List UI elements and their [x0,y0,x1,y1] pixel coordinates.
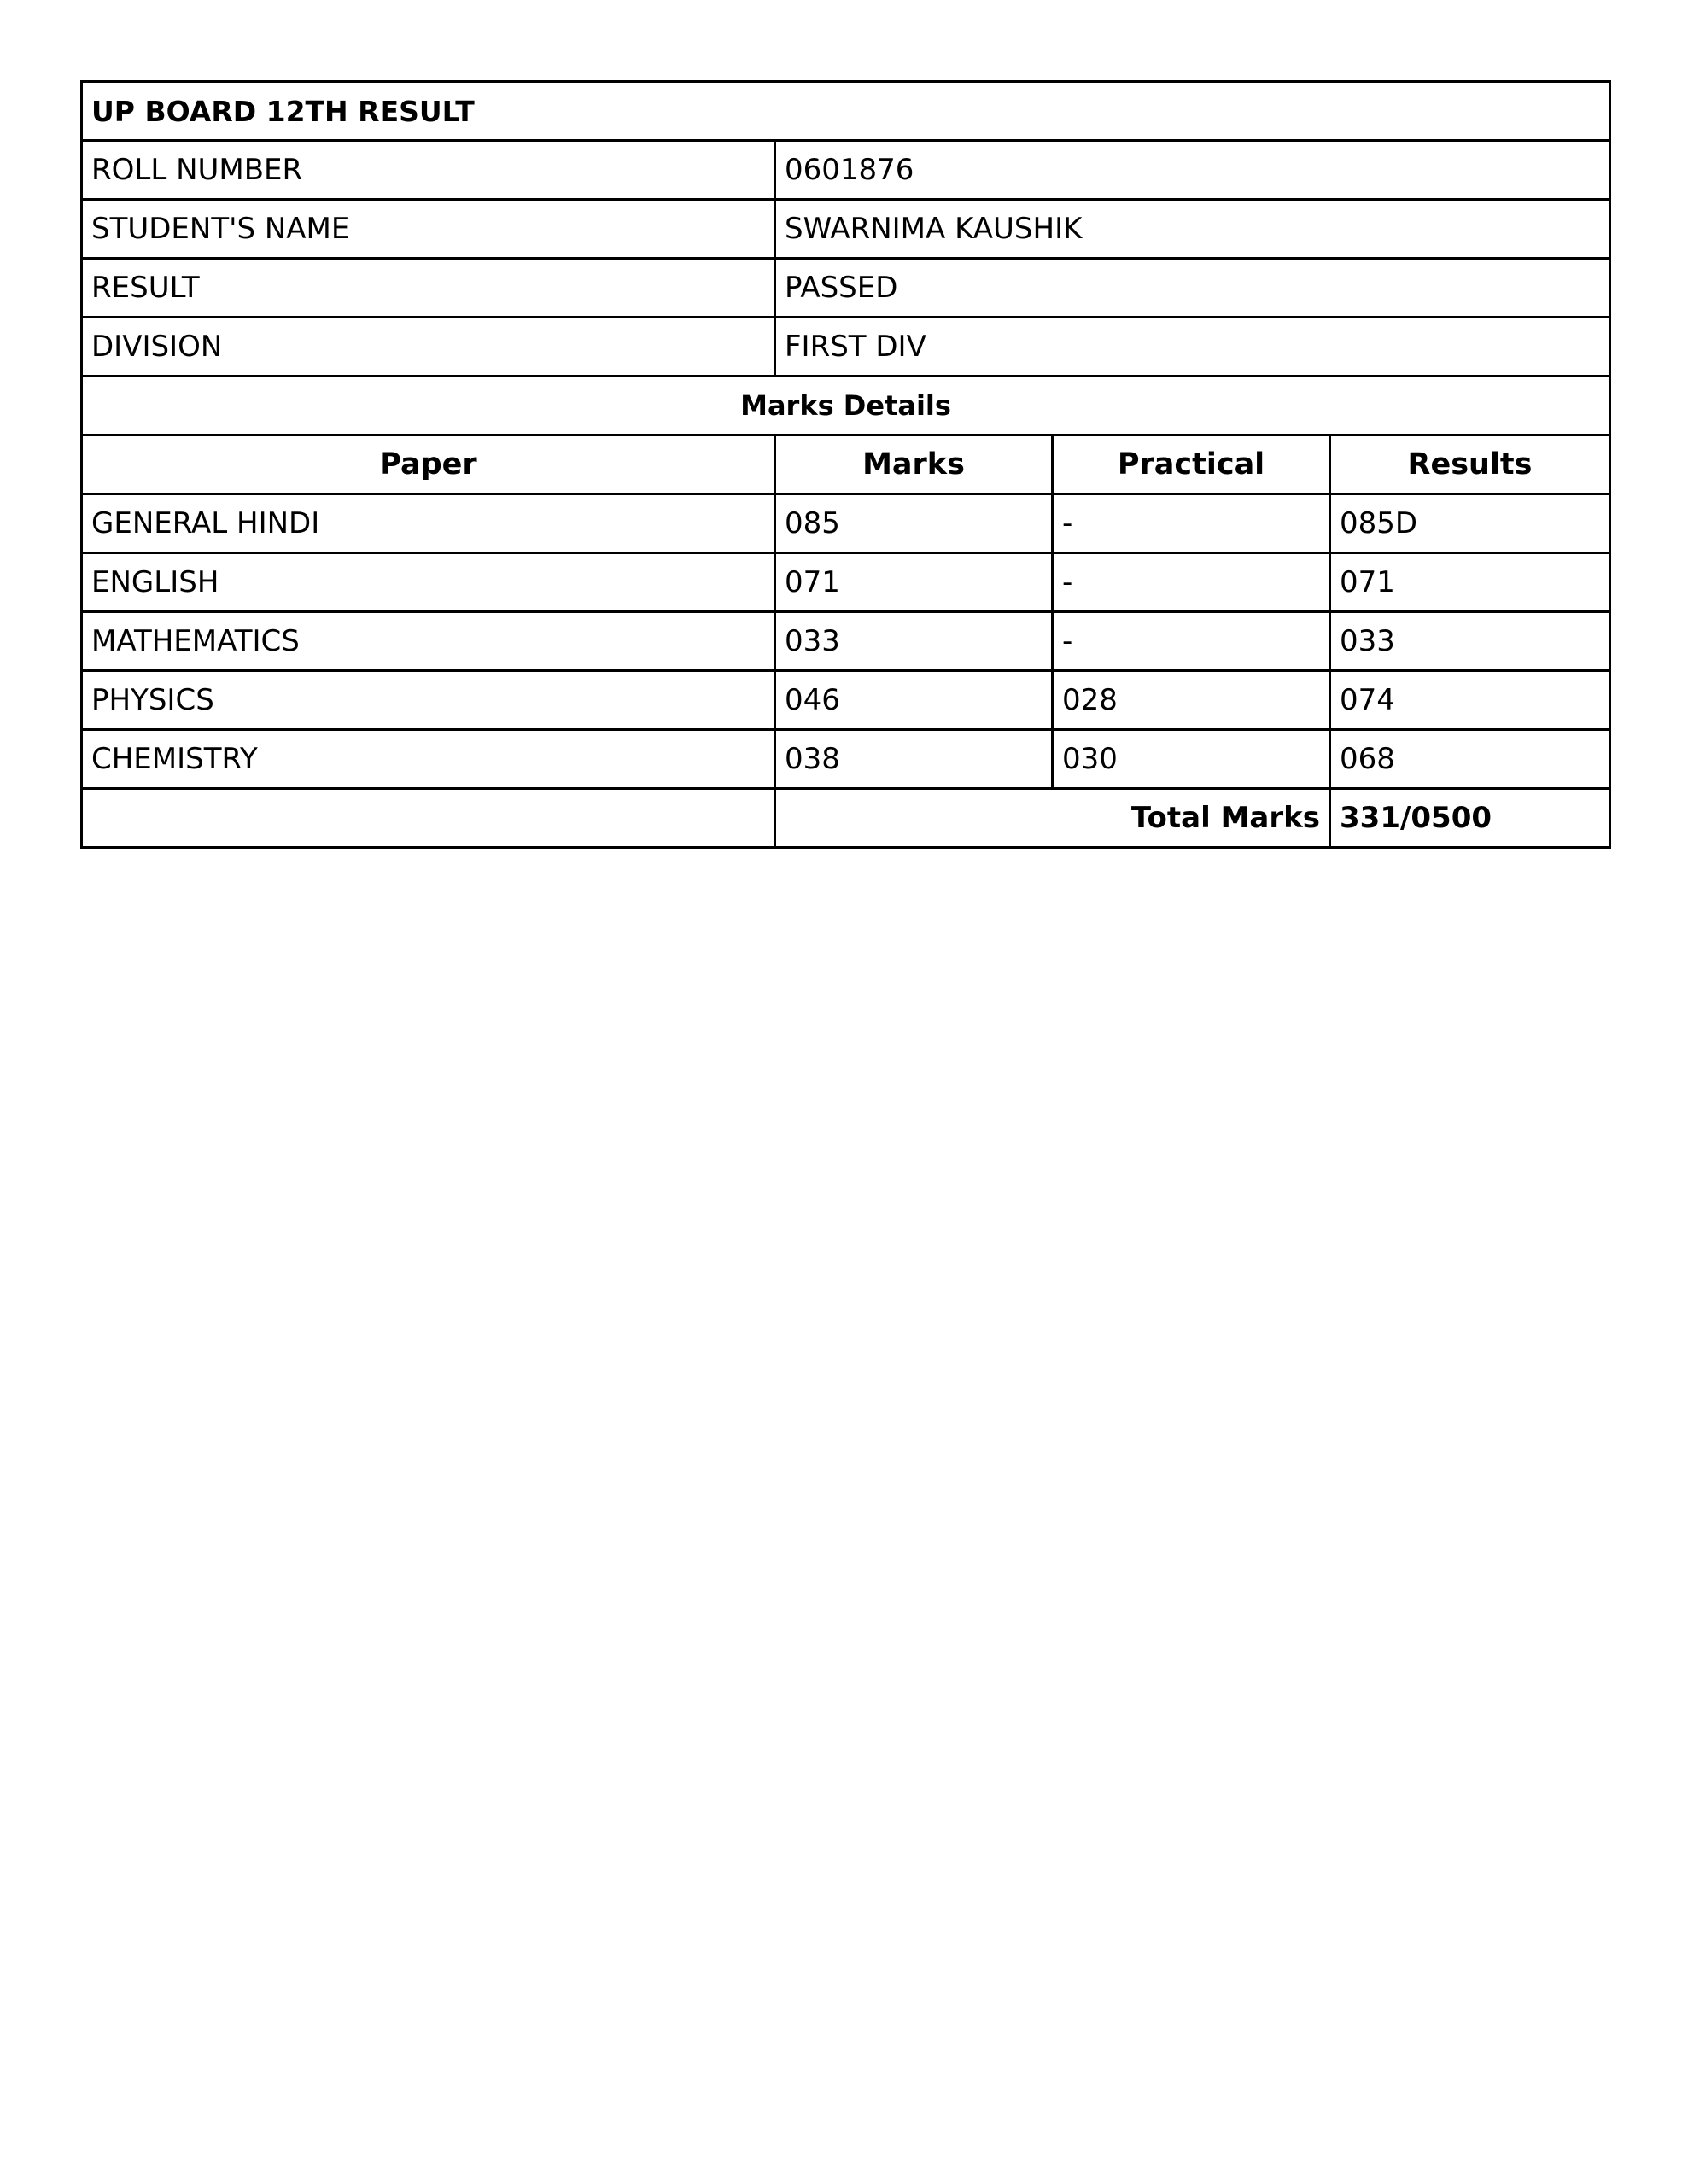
info-row-roll-number [82,141,1610,200]
subject-practical: 028 [1053,671,1330,730]
column-header-paper: Paper [82,435,775,494]
column-header-practical: Practical [1053,435,1330,494]
subject-marks: 038 [775,730,1053,789]
subject-marks: 033 [775,612,1053,671]
subject-paper: GENERAL HINDI [82,494,775,553]
subject-result: 071 [1330,553,1610,612]
column-header-marks: Marks [775,435,1053,494]
roll-number-label: ROLL NUMBER [82,141,775,200]
total-marks-label: Total Marks [775,789,1330,848]
student-name-label: STUDENT'S NAME [82,200,775,259]
result-table [80,80,1611,849]
marks-section-title: Marks Details [82,377,1610,435]
subject-result: 085D [1330,494,1610,553]
subject-paper: PHYSICS [82,671,775,730]
subject-paper: ENGLISH [82,553,775,612]
table-row [82,730,1610,789]
roll-number-value: 0601876 [775,141,1610,200]
subject-practical: - [1053,612,1330,671]
subject-marks: 071 [775,553,1053,612]
subject-practical: - [1053,494,1330,553]
page-title: UP BOARD 12TH RESULT [82,82,1610,141]
subject-practical: - [1053,553,1330,612]
marks-header-row [82,435,1610,494]
subject-result: 033 [1330,612,1610,671]
table-row [82,671,1610,730]
column-header-results: Results [1330,435,1610,494]
subject-marks: 085 [775,494,1053,553]
total-empty-cell [82,789,775,848]
subject-practical: 030 [1053,730,1330,789]
table-row [82,553,1610,612]
subject-paper: CHEMISTRY [82,730,775,789]
subject-marks: 046 [775,671,1053,730]
info-row-student-name [82,200,1610,259]
marks-section-row [82,377,1610,435]
table-row [82,612,1610,671]
result-value: PASSED [775,259,1610,318]
info-row-division [82,318,1610,377]
division-value: FIRST DIV [775,318,1610,377]
student-name-value: SWARNIMA KAUSHIK [775,200,1610,259]
table-row [82,494,1610,553]
subject-paper: MATHEMATICS [82,612,775,671]
total-marks-value: 331/0500 [1330,789,1610,848]
subject-result: 074 [1330,671,1610,730]
division-label: DIVISION [82,318,775,377]
title-row [82,82,1610,141]
info-row-result [82,259,1610,318]
result-label: RESULT [82,259,775,318]
subject-result: 068 [1330,730,1610,789]
total-row [82,789,1610,848]
